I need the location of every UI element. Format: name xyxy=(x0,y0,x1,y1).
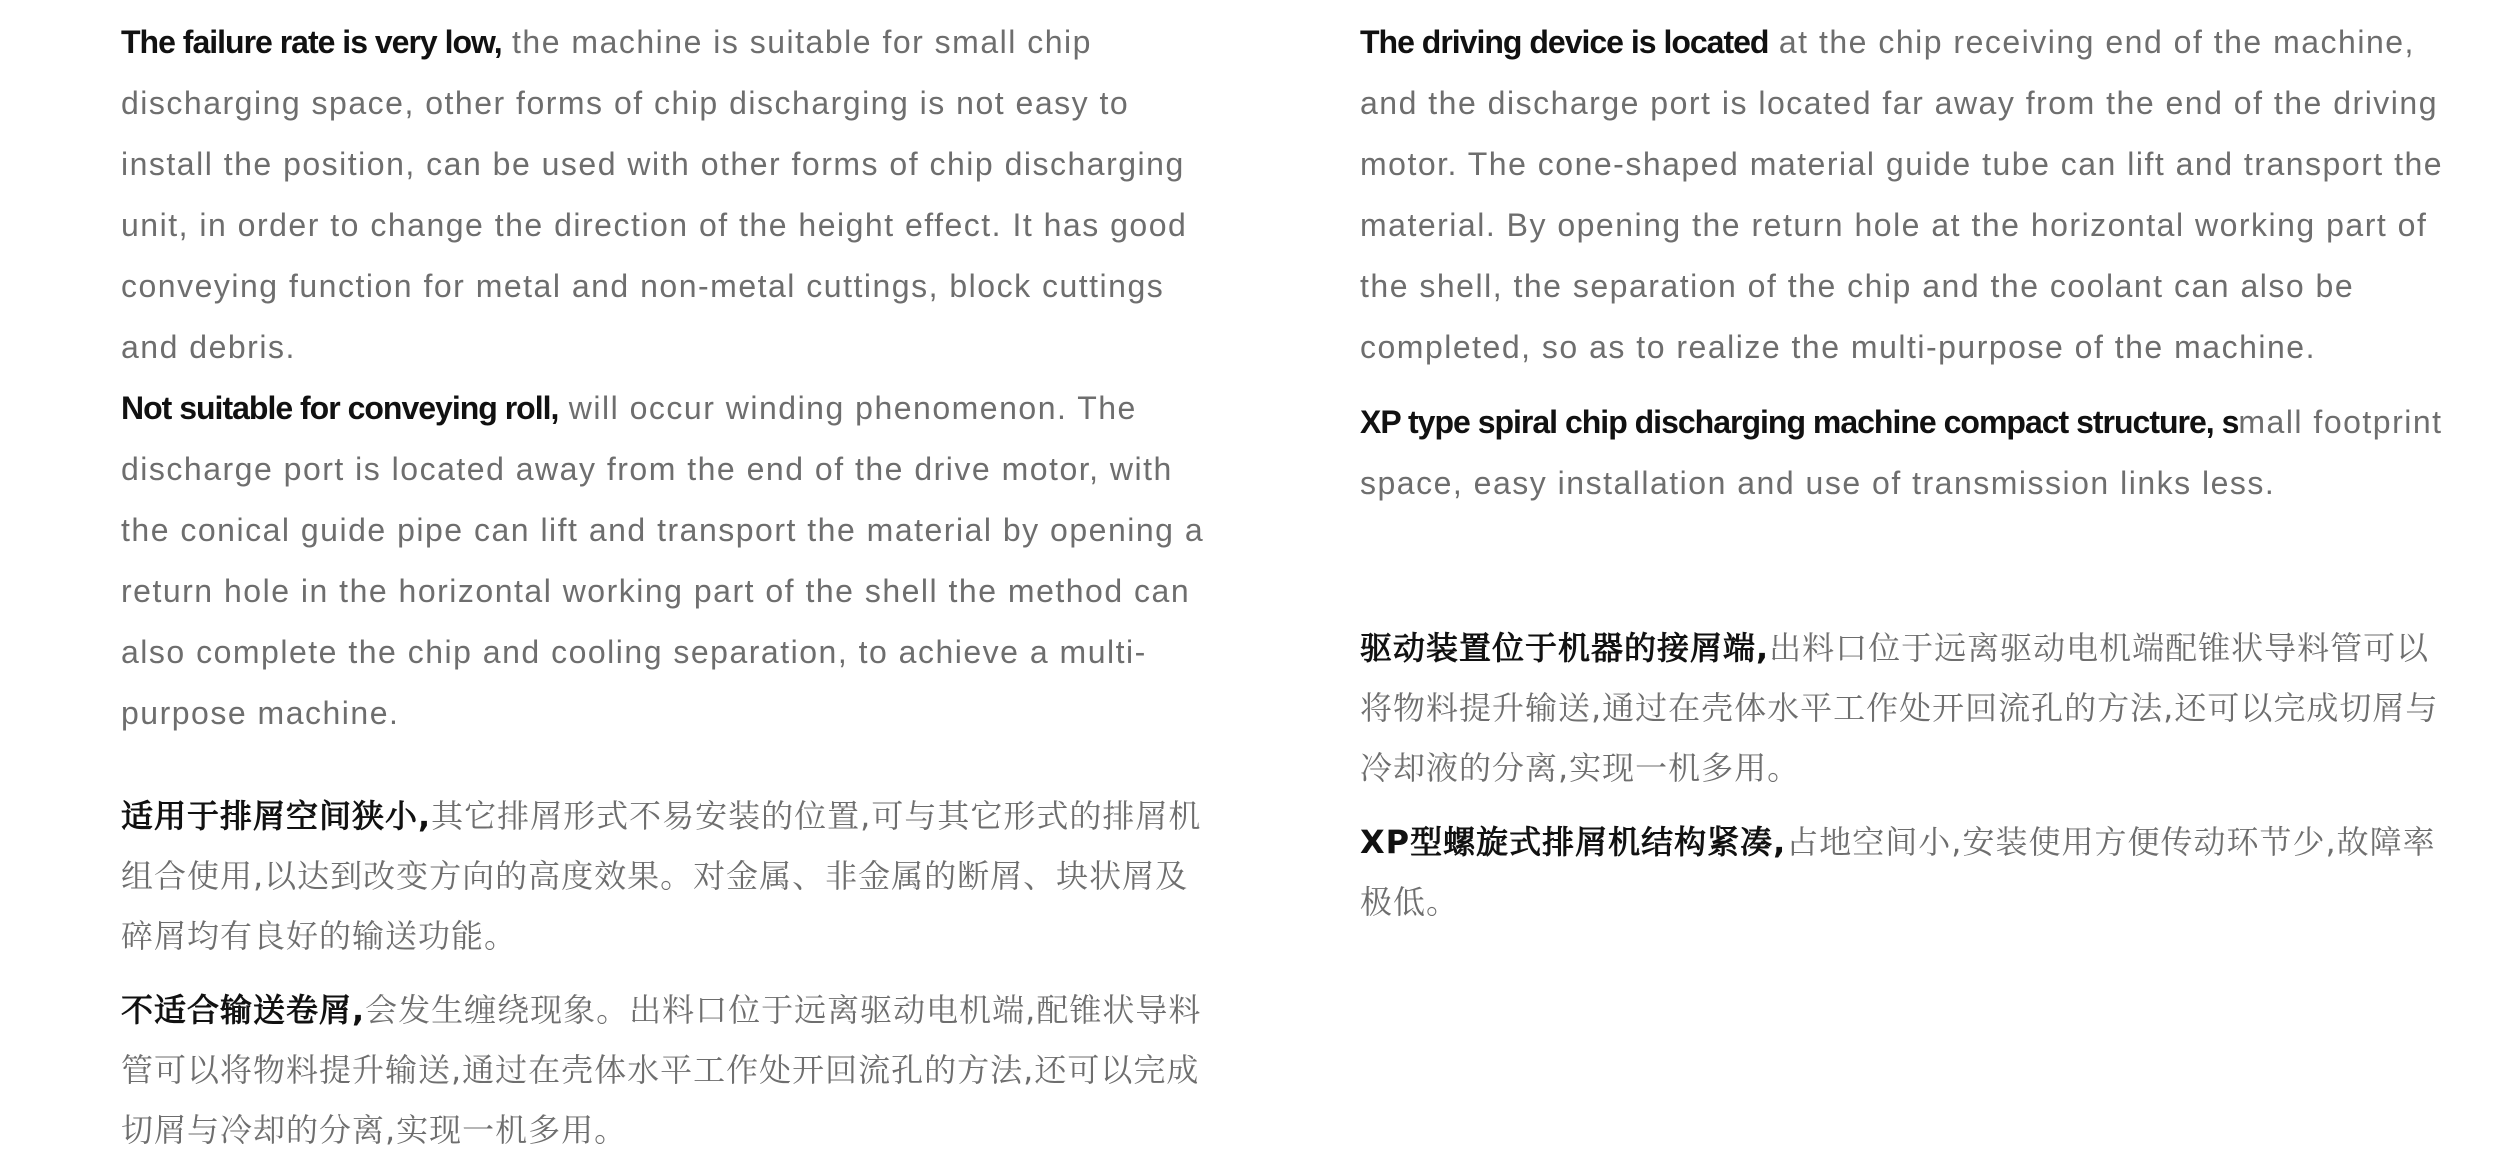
paragraph-gap xyxy=(1360,798,2455,812)
left-en-paragraph-1-lead: The failure rate is very low, xyxy=(121,24,502,60)
paragraph-gap xyxy=(1360,378,2455,392)
left-en-paragraph-1 xyxy=(121,12,1206,378)
right-zh-paragraph-1-lead: 驱动装置位于机器的接屑端, xyxy=(1360,629,1770,667)
left-en-paragraph-1-body: the machine is suitable for small chip discharging space, other forms of chip discharging is not easy to install the position, can be used with other forms of chip discharging unit, in order to change the direction of the height effect. It has good conveying function for metal and non-metal cuttings, block cuttings and debris. xyxy=(121,24,1188,365)
left-en-paragraph-2-body: will occur winding phenomenon. The discharge port is located away from the end of the drive motor, with the conical guide pipe can lift and transport the material by opening a return hole in the horizontal working part of the shell the method can also complete the chip and cooling separation, to achieve a multi-purpose machine. xyxy=(121,390,1205,731)
left-zh-paragraph-2-lead: 不适合输送卷屑, xyxy=(121,991,366,1029)
right-zh-paragraph-2-body: 占地空间小,安装使用方便传动环节少,故障率极低。 xyxy=(1360,823,2436,921)
top-spacer xyxy=(121,0,1206,12)
left-zh-paragraph-1-lead: 适用于排屑空间狭小, xyxy=(121,797,432,835)
right-zh-paragraph-2 xyxy=(1360,812,2455,932)
right-zh-paragraph-2-lead: XP型螺旋式排屑机结构紧凑, xyxy=(1360,823,1787,861)
left-en-paragraph-2-lead: Not suitable for conveying roll, xyxy=(121,390,559,426)
right-zh-paragraph-1 xyxy=(1360,618,2455,798)
left-en-paragraph-2 xyxy=(121,378,1206,744)
paragraph-gap xyxy=(121,966,1206,980)
left-column xyxy=(121,0,1206,1160)
left-zh-paragraph-1-body: 其它排屑形式不易安装的位置,可与其它形式的排屑机组合使用,以达到改变方向的高度效果。对金属、非金属的断屑、块状屑及碎屑均有良好的输送功能。 xyxy=(121,797,1202,955)
left-zh-paragraph-2-body: 会发生缠绕现象。出料口位于远离驱动电机端,配锥状导料管可以将物料提升输送,通过在壳体水平工作处开回流孔的方法,还可以完成切屑与冷却的分离,实现一机多用。 xyxy=(121,991,1202,1149)
right-column xyxy=(1360,0,2455,932)
right-en-paragraph-2-lead: XP type spiral chip discharging machine compact structure, s xyxy=(1360,404,2239,440)
right-en-paragraph-2 xyxy=(1360,392,2455,514)
top-spacer xyxy=(1360,0,2455,12)
right-en-paragraph-1-lead: The driving device is located xyxy=(1360,24,1769,60)
right-zh-paragraph-1-body: 出料口位于远离驱动电机端配锥状导料管可以将物料提升输送,通过在壳体水平工作处开回流孔的方法,还可以完成切屑与冷却液的分离,实现一机多用。 xyxy=(1360,629,2439,787)
section-gap xyxy=(121,744,1206,786)
left-zh-paragraph-2 xyxy=(121,980,1206,1160)
left-zh-paragraph-1 xyxy=(121,786,1206,966)
section-gap xyxy=(1360,514,2455,618)
right-en-paragraph-1-body: at the chip receiving end of the machine, and the discharge port is located far away from the end of the driving motor. The cone-shaped material guide tube can lift and transport the material. By opening the return hole at the horizontal working part of the shell, the separation of the chip and the coolant can also be completed, so as to realize the multi-purpose of the machine. xyxy=(1360,24,2444,365)
right-en-paragraph-2-body: mall footprint space, easy installation and use of transmission links less. xyxy=(1360,404,2443,501)
right-en-paragraph-1 xyxy=(1360,12,2455,378)
